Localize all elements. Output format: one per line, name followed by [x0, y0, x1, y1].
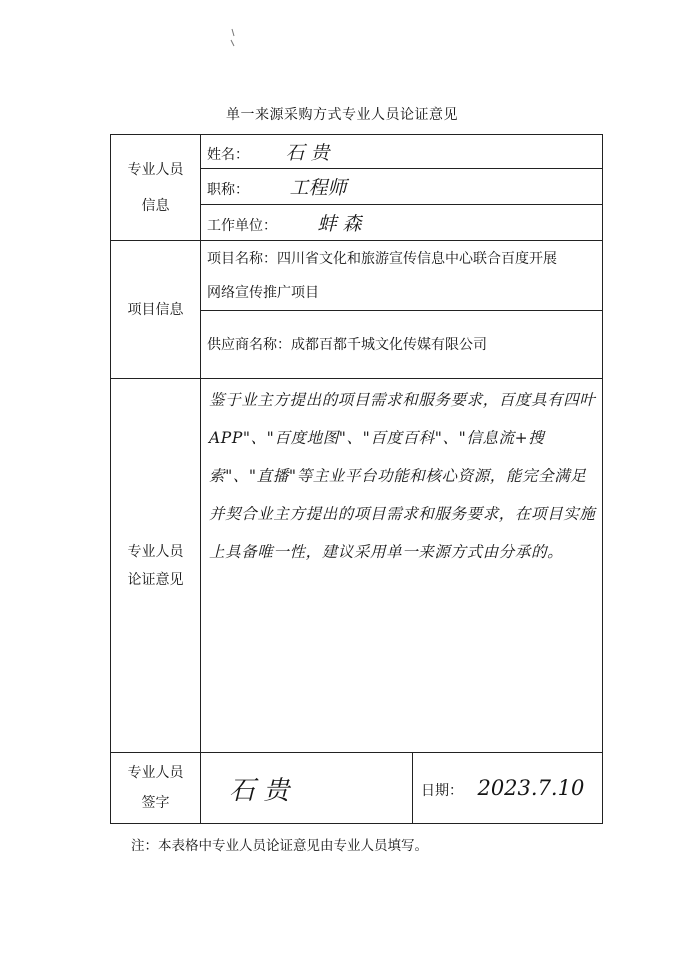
project-name-cell: [201, 241, 603, 311]
signature-value: 石 贵: [229, 775, 290, 806]
opinion-form-table: [110, 134, 603, 824]
signature-header: 专业人员 签字: [111, 753, 201, 824]
employer-row: [201, 205, 603, 241]
project-name-line-1: 项目名称：四川省文化和旅游宣传信息中心联合百度开展: [207, 250, 557, 267]
employer-value: 蚌 森: [317, 213, 362, 235]
job-title-value: 工程师: [289, 177, 347, 199]
opinion-header: 专业人员 论证意见: [111, 379, 201, 753]
supplier-cell: [201, 311, 603, 379]
project-info-header: 项目信息: [111, 241, 201, 379]
job-title-label: 职称：: [207, 182, 249, 198]
employer-label: 工作单位：: [207, 218, 277, 234]
job-title-row: [201, 169, 603, 205]
date-value: 2023.7.10: [477, 776, 585, 800]
name-row: [201, 135, 603, 169]
name-value: 石 贵: [285, 142, 330, 164]
name-label: 姓名：: [207, 147, 249, 163]
opinion-cell: [201, 379, 603, 753]
form-title: 单一来源采购方式专业人员论证意见: [226, 107, 458, 123]
project-name-line-2: 网络宣传推广项目: [207, 284, 319, 301]
expert-info-header: 专业人员 信息: [111, 135, 201, 241]
scan-mark: [228, 28, 238, 50]
date-label: 日期：: [421, 783, 463, 799]
date-cell: [413, 753, 603, 824]
footnote: 注：本表格中专业人员论证意见由专业人员填写。: [131, 838, 428, 854]
opinion-text: 鉴于业主方提出的项目需求和服务要求，百度具有四叶APP"、"百度地图"、"百度百科"、"信息流+搜索"、"直播"等主业平台功能和核心资源，能完全满足并契合业主方提出的项目需求和服务要求，在项目实施上具备唯一性，建议采用单一来源方式由分承的。: [209, 391, 596, 561]
supplier-name: 供应商名称：成都百都千城文化传媒有限公司: [207, 336, 487, 353]
signature-cell: [201, 753, 413, 824]
